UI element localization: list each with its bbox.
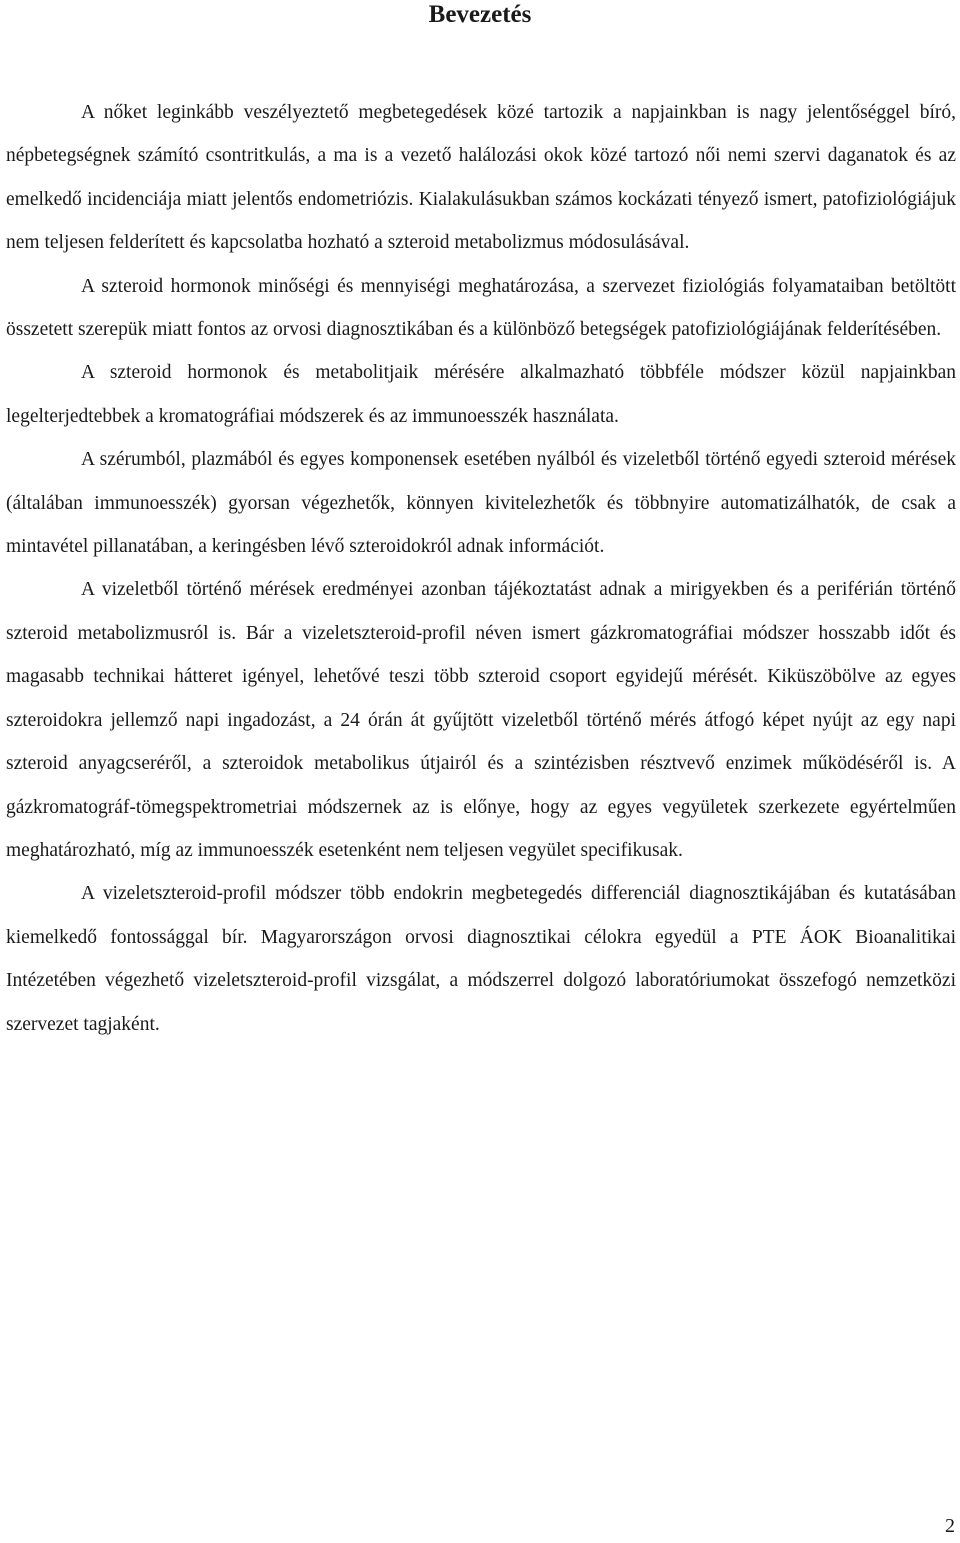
page-title: Bevezetés xyxy=(428,1,532,28)
paragraph-serum-measurements: A szérumból, plazmából és egyes komponensek esetében nyálból és vizeletből történő egyedi szteroid mérések (általában immunoesszék) gyorsan végezhetők, könnyen kivitelezhetők és többnyire automatizálhatók, de csak a mintavétel pillanatában, a keringésben lévő szteroidokról adnak információt. xyxy=(6,449,956,558)
paragraph-urine-steroid-profile: A vizeletszteroid-profil módszer több endokrin megbetegedés differenciál diagnosztikájában és kutatásában kiemelkedő fontossággal bír. Magyarországon orvosi diagnosztikai célokra egyedül a PTE ÁOK Bioanalitikai Intézetében végezhető vizeletszteroid-profil vizsgálat, a módszerrel dolgozó laboratóriumokat összefogó nemzetközi szervezet tagjaként. xyxy=(6,883,956,1035)
paragraph-intro: A nőket leginkább veszélyeztető megbetegedések közé tartozik a napjainkban is nagy jelentőséggel bíró, népbetegségnek számító csontritkulás, a ma is a vezető halálozási okok közé tartozó női nemi szervi daganatok és az emelkedő incidenciája miatt jelentős endometriózis. Kialakulásukban számos kockázati tényező ismert, patofiziológiájuk nem teljesen felderített és kapcsolatba hozható a szteroid metabolizmus módosulásával. xyxy=(6,102,956,254)
paragraph-urine-measurements: A vizeletből történő mérések eredményei azonban tájékoztatást adnak a mirigyekben és a periférián történő szteroid metabolizmusról is. Bár a vizeletszteroid-profil néven ismert gázkromatográfiai módszer hosszabb időt és magasabb technikai hátteret igényel, lehetővé teszi több szteroid csoport egyidejű mérését. Kiküszöbölve az egyes szteroidokra jellemző napi ingadozást, a 24 órán át gyűjtött vizeletből történő mérés átfogó képet nyújt az egy napi szteroid anyagcseréről, a szteroidok metabolikus útjairól és a szintézisben résztvevő enzimek működéséről is. A gázkromatográf-tömegspektrometriai módszernek az is előnye, hogy az egyes vegyületek szerkezete egyértelműen meghatározható, míg az immunoesszék esetenként nem teljesen vegyület specifikusak. xyxy=(6,579,956,861)
page-number: 2 xyxy=(945,1515,955,1537)
document-body xyxy=(6,91,956,1046)
paragraph-methods: A szteroid hormonok és metabolitjaik mérésére alkalmazható többféle módszer közül napjainkban legelterjedtebbek a kromatográfiai módszerek és az immunoesszék használata. xyxy=(6,362,956,427)
paragraph-steroid-hormones: A szteroid hormonok minőségi és mennyiségi meghatározása, a szervezet fiziológiás folyamataiban betöltött összetett szerepük miatt fontos az orvosi diagnosztikában és a különböző betegségek patofiziológiájának felderítésében. xyxy=(6,275,956,341)
